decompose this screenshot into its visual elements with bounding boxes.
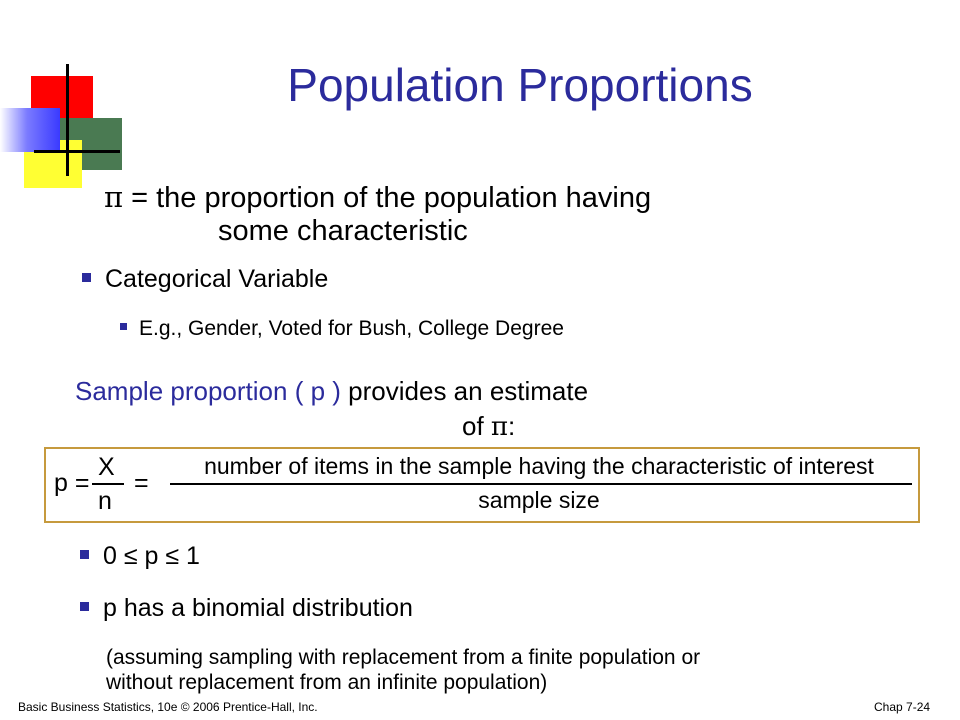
sample-colon: : — [508, 411, 516, 441]
note-line-1: (assuming sampling with replacement from a finite population or — [106, 646, 701, 669]
formula-x: X — [98, 453, 115, 481]
bullet-range-text: 0 ≤ p ≤ 1 — [103, 542, 200, 570]
bullet-example — [120, 317, 564, 341]
formula-box — [44, 447, 920, 523]
logo-horizontal-line — [34, 150, 120, 153]
square-bullet-icon — [80, 550, 89, 559]
formula-equals: = — [134, 469, 149, 497]
logo-blue-square — [0, 108, 60, 152]
sample-proportion-label: Sample proportion — [75, 376, 288, 406]
footer-page-number: Chap 7-24 — [874, 700, 931, 714]
bullet-range — [80, 542, 200, 571]
definition-line-1 — [104, 180, 651, 215]
formula-fraction-bar-1 — [92, 483, 124, 485]
square-bullet-icon — [80, 602, 89, 611]
slide-title: Population Proportions — [287, 59, 753, 111]
formula-fraction-bar-2 — [170, 483, 912, 485]
bullet-categorical — [82, 265, 328, 294]
definition-line-2: some characteristic — [218, 215, 468, 247]
sample-of: of — [462, 411, 484, 441]
square-bullet-icon — [120, 323, 127, 330]
formula-numerator: number of items in the sample having the characteristic of interest — [204, 453, 874, 479]
pi-symbol: π — [104, 180, 124, 214]
bullet-example-text: E.g., Gender, Voted for Bush, College Degree — [139, 317, 564, 340]
pi-symbol: π — [490, 412, 509, 442]
bullet-binomial-text: p has a binomial distribution — [103, 594, 413, 622]
bullet-binomial — [80, 594, 413, 623]
sample-proportion-line-2 — [462, 411, 515, 442]
formula-denominator: sample size — [478, 487, 600, 513]
square-bullet-icon — [82, 273, 91, 282]
sample-proportion-line-1 — [75, 376, 588, 407]
bullet-categorical-text: Categorical Variable — [105, 265, 329, 293]
sample-proportion-symbol: ( p ) — [294, 376, 341, 406]
formula-p: p = — [54, 469, 90, 497]
note-line-2: without replacement from an infinite population) — [106, 671, 548, 694]
footer-copyright: Basic Business Statistics, 10e © 2006 Prentice-Hall, Inc. — [18, 700, 318, 714]
sample-proportion-estimate: provides an estimate — [348, 376, 589, 406]
formula-n: n — [98, 487, 112, 515]
definition-text-1: = the proportion of the population having — [131, 182, 652, 214]
